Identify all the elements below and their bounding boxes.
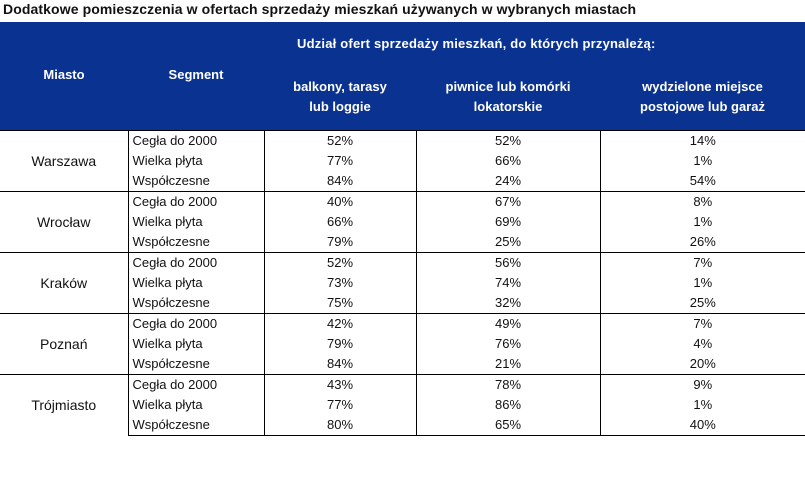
segment-cell: Wielka płyta (132, 214, 203, 229)
balconies-share: 79% (264, 232, 416, 253)
parking-share: 54% (600, 171, 805, 192)
city-name: Wrocław (0, 192, 128, 253)
header-balconies-line2: lub loggie (309, 99, 371, 114)
balconies-share: 66% (264, 212, 416, 232)
segment-cell: Wielka płyta (132, 153, 203, 168)
balconies-share: 42% (264, 314, 416, 335)
basements-share: 74% (416, 273, 600, 293)
segment-cell: Współczesne (128, 232, 264, 253)
basements-share: 32% (416, 293, 600, 314)
header-parking (600, 64, 805, 131)
segment-cell: Cegła do 2000 (128, 192, 264, 213)
header-basements-line2: lokatorskie (473, 99, 543, 114)
parking-share: 40% (600, 415, 805, 436)
table-row (0, 375, 805, 396)
balconies-share: 43% (264, 375, 416, 396)
table-row (0, 192, 805, 213)
balconies-share: 52% (264, 131, 416, 152)
segment-cell: Cegła do 2000 (128, 131, 264, 152)
table-row (0, 253, 805, 274)
parking-share: 1% (600, 151, 805, 171)
segment-cell: Współczesne (128, 354, 264, 375)
table-title: Dodatkowe pomieszczenia w ofertach sprzedaży mieszkań używanych w wybranych miastach (3, 1, 637, 17)
header-basements-line1: piwnice lub komórki (445, 79, 571, 94)
basements-share: 65% (416, 415, 600, 436)
parking-share: 1% (600, 212, 805, 232)
balconies-share: 77% (264, 151, 416, 171)
basements-share: 86% (416, 395, 600, 415)
basements-share: 69% (416, 212, 600, 232)
balconies-share: 52% (264, 253, 416, 274)
header-basements (416, 64, 600, 131)
basements-share: 76% (416, 334, 600, 354)
balconies-share: 73% (264, 273, 416, 293)
balconies-share: 84% (264, 171, 416, 192)
header-group: Udział ofert sprzedaży mieszkań, do których przynależą: (264, 22, 805, 64)
segment-cell: Cegła do 2000 (128, 253, 264, 274)
parking-share: 9% (600, 375, 805, 396)
header-segment: Segment (128, 22, 264, 131)
header-parking-line1: wydzielone miejsce (642, 79, 763, 94)
basements-share: 25% (416, 232, 600, 253)
header-city: Miasto (0, 22, 128, 131)
segment-cell: Współczesne (128, 171, 264, 192)
table-row (0, 314, 805, 335)
segment-cell: Cegła do 2000 (128, 314, 264, 335)
segment-cell: Wielka płyta (132, 397, 203, 412)
balconies-share: 77% (264, 395, 416, 415)
balconies-share: 80% (264, 415, 416, 436)
city-name: Trójmiasto (0, 375, 128, 436)
segment-cell: Cegła do 2000 (128, 375, 264, 396)
basements-share: 67% (416, 192, 600, 213)
parking-share: 20% (600, 354, 805, 375)
table-row (0, 131, 805, 152)
city-name: Kraków (0, 253, 128, 314)
segment-cell: Współczesne (128, 293, 264, 314)
header-parking-line2: postojowe lub garaż (640, 99, 765, 114)
balconies-share: 40% (264, 192, 416, 213)
table-body (0, 131, 805, 436)
parking-share: 4% (600, 334, 805, 354)
parking-share: 7% (600, 253, 805, 274)
header-balconies (264, 64, 416, 131)
basements-share: 56% (416, 253, 600, 274)
parking-share: 1% (600, 273, 805, 293)
parking-share: 26% (600, 232, 805, 253)
basements-share: 49% (416, 314, 600, 335)
city-name: Warszawa (0, 131, 128, 192)
basements-share: 66% (416, 151, 600, 171)
parking-share: 14% (600, 131, 805, 152)
basements-share: 24% (416, 171, 600, 192)
basements-share: 78% (416, 375, 600, 396)
parking-share: 1% (600, 395, 805, 415)
parking-share: 7% (600, 314, 805, 335)
header-balconies-line1: balkony, tarasy (293, 79, 387, 94)
parking-share: 8% (600, 192, 805, 213)
parking-share: 25% (600, 293, 805, 314)
basements-share: 52% (416, 131, 600, 152)
segment-cell: Wielka płyta (132, 275, 203, 290)
segment-cell: Współczesne (128, 415, 264, 436)
balconies-share: 79% (264, 334, 416, 354)
basements-share: 21% (416, 354, 600, 375)
city-name: Poznań (0, 314, 128, 375)
balconies-share: 75% (264, 293, 416, 314)
table-header (0, 22, 805, 131)
segment-cell: Wielka płyta (132, 336, 203, 351)
balconies-share: 84% (264, 354, 416, 375)
data-table (0, 22, 805, 436)
